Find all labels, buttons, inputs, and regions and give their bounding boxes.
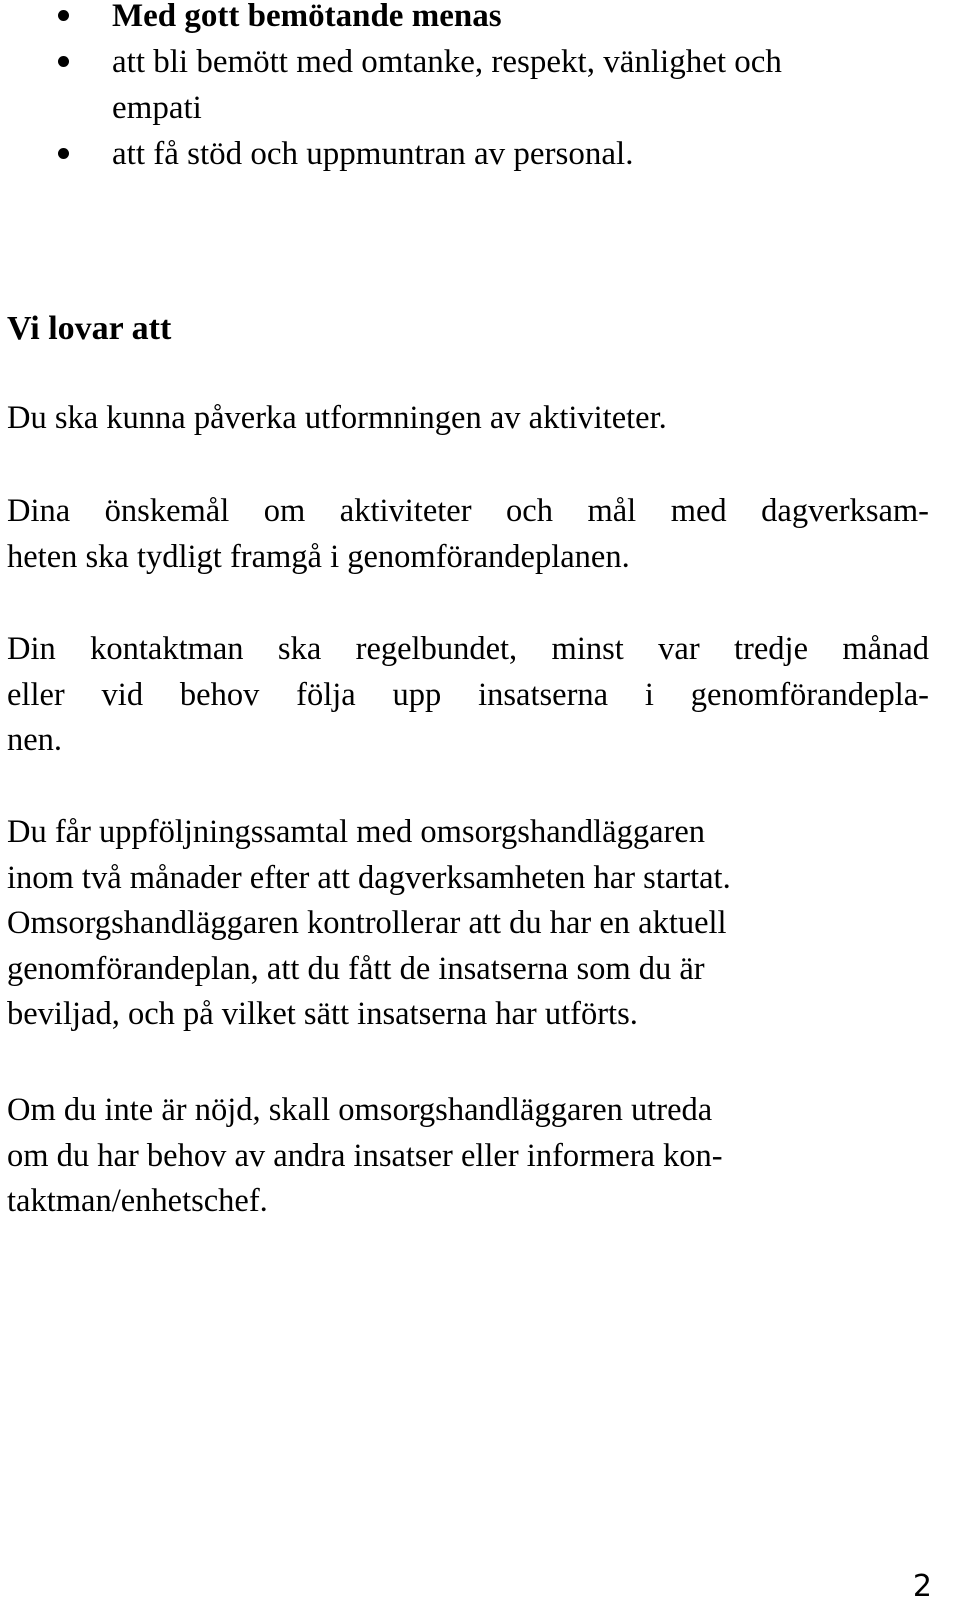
paragraph-3	[7, 627, 929, 764]
paragraph-line: eller vid behov följa upp insatserna i genomförandepla-	[7, 676, 929, 713]
paragraph-line: genomförandeplan, att du fått de insatserna som du är	[7, 950, 705, 987]
paragraph-line: inom två månader efter att dagverksamheten har startat.	[7, 859, 731, 896]
paragraph-5	[7, 1088, 929, 1225]
bullet-text-line: empati	[112, 90, 202, 126]
paragraph-line: om du har behov av andra insatser eller informera kon-	[7, 1137, 723, 1174]
bullet-text: Med gott bemötande menas	[112, 0, 502, 34]
bullet-item	[0, 0, 942, 39]
page-number: 2	[912, 1569, 932, 1604]
paragraph-line: Du ska kunna påverka utformningen av aktiviteter.	[7, 400, 667, 436]
bullet-dot-icon	[58, 56, 69, 67]
paragraph-line: taktman/enhetschef.	[7, 1183, 268, 1219]
paragraph-line: Din kontaktman ska regelbundet, minst var tredje månad	[7, 631, 929, 667]
paragraph-line: Du får uppföljningssamtal med omsorgshandläggaren	[7, 814, 706, 850]
bullet-item	[0, 131, 942, 177]
bullet-dot-icon	[58, 10, 69, 21]
paragraph-line: heten ska tydligt framgå i genomförandeplanen.	[7, 538, 630, 575]
bullet-dot-icon	[58, 148, 69, 159]
bullet-text: att få stöd och uppmuntran av personal.	[112, 136, 634, 172]
bullet-list	[0, 0, 960, 184]
paragraph-line: nen.	[7, 722, 63, 758]
paragraph-1	[7, 396, 929, 442]
bullet-item	[0, 39, 942, 131]
paragraph-4	[7, 810, 929, 1038]
paragraph-line: Dina önskemål om aktiviteter och mål med dagverksam-	[7, 493, 929, 529]
paragraph-line: Om du inte är nöjd, skall omsorgshandläggaren utreda	[7, 1092, 713, 1128]
paragraph-2	[7, 489, 929, 580]
section-heading: Vi lovar att	[7, 310, 172, 347]
paragraph-line: beviljad, och på vilket sätt insatserna har utförts.	[7, 996, 638, 1032]
bullet-text-line: att bli bemött med omtanke, respekt, vänlighet och	[112, 44, 782, 80]
paragraph-line: Omsorgshandläggaren kontrollerar att du har en aktuell	[7, 905, 727, 941]
